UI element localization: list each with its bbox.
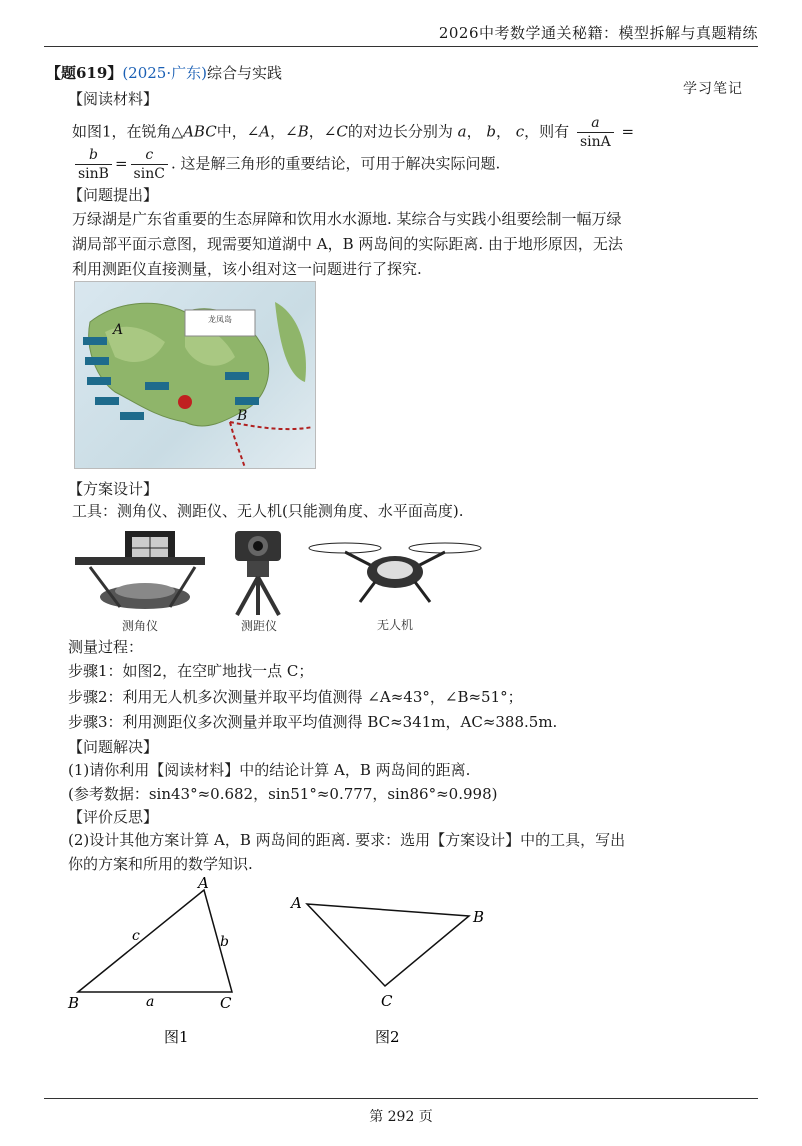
figure-1-triangle bbox=[60, 872, 250, 1052]
tool-caption-theodolite: 测角仪 bbox=[122, 619, 159, 633]
question-1: (1)请你利用【阅读材料】中的结论计算 A，B 两岛间的距离. bbox=[68, 761, 471, 779]
question-2-line-1: (2)设计其他方案计算 A，B 两岛间的距离. 要求：选用【方案设计】中的工具，写出 bbox=[68, 831, 626, 849]
section-reading: 【阅读材料】 bbox=[68, 90, 159, 108]
section-problem: 【问题提出】 bbox=[68, 186, 159, 204]
design-tools: 工具：测角仪、测距仪、无人机(只能测角度、水平面高度). bbox=[72, 502, 464, 520]
question-topic: 综合与实践 bbox=[206, 64, 282, 82]
fig2-vertex-a: A bbox=[291, 894, 302, 912]
process-step-2: 步骤2：利用无人机多次测量并取平均值测得 ∠A≈43°，∠B≈51°； bbox=[68, 688, 523, 706]
question-number: 【题619】 bbox=[46, 64, 123, 82]
fig1-vertex-c: C bbox=[220, 994, 232, 1012]
reference-data: (参考数据：sin43°≈0.682，sin51°≈0.777，sin86°≈0.998) bbox=[68, 785, 498, 803]
question-2-line-2: 你的方案和所用的数学知识. bbox=[68, 855, 253, 873]
map-island-label: 龙凤岛 bbox=[208, 315, 232, 324]
process-step-3: 步骤3：利用测距仪多次测量并取平均值测得 BC≈341m，AC≈388.5m. bbox=[68, 713, 558, 731]
footer-rule bbox=[44, 1098, 758, 1099]
fig1-vertex-a: A bbox=[198, 874, 209, 892]
running-header: 2026中考数学通关秘籍：模型拆解与真题精练 bbox=[438, 24, 758, 42]
map-point-b: B bbox=[237, 408, 248, 424]
fig1-vertex-b: B bbox=[68, 994, 80, 1012]
fraction-c-sinC: $\frac{c}{\sin C}$ bbox=[131, 146, 168, 183]
section-solve: 【问题解决】 bbox=[68, 738, 159, 756]
process-step-1: 步骤1：如图2，在空旷地找一点 C； bbox=[68, 662, 314, 680]
drone-image bbox=[305, 530, 485, 630]
fig1-caption: 图1 bbox=[164, 1028, 189, 1046]
fraction-b-sinB: $\frac{b}{\sin B}$ bbox=[75, 146, 112, 183]
section-reflect: 【评价反思】 bbox=[68, 808, 159, 826]
process-title: 测量过程： bbox=[68, 638, 144, 656]
problem-line-3: 利用测距仪直接测量，该小组对这一问题进行了探究. bbox=[72, 260, 422, 278]
fig1-side-b: b bbox=[220, 934, 229, 950]
question-heading bbox=[46, 62, 282, 83]
problem-line-1: 万绿湖是广东省重要的生态屏障和饮用水水源地. 某综合与实践小组要绘制一幅万绿 bbox=[72, 210, 622, 228]
tool-caption-rangefinder: 测距仪 bbox=[241, 619, 278, 633]
reading-line-1: 如图1，在锐角△ABC中，∠A，∠B，∠C的对边长分别为 a， b， c，则有 $\frac{a}{\sin A}$ = bbox=[72, 115, 635, 150]
fig1-side-a: a bbox=[146, 994, 155, 1010]
question-source: (2025·广东) bbox=[122, 64, 207, 82]
fig2-caption: 图2 bbox=[375, 1028, 400, 1046]
rangefinder-image bbox=[225, 527, 295, 632]
fraction-a-sinA: $\frac{a}{\sin A}$ bbox=[577, 114, 614, 151]
map-point-a: A bbox=[113, 322, 124, 338]
page-number: 第 292 页 bbox=[369, 1109, 433, 1125]
problem-line-2: 湖局部平面示意图，现需要知道湖中 A，B 两岛间的实际距离. 由于地形原因，无法 bbox=[72, 235, 623, 253]
fig1-side-c: c bbox=[132, 928, 140, 944]
side-note: 学习笔记 bbox=[683, 81, 743, 97]
theodolite-image bbox=[70, 527, 210, 632]
tool-caption-drone: 无人机 bbox=[377, 618, 414, 632]
fig2-vertex-c: C bbox=[381, 992, 393, 1010]
section-design: 【方案设计】 bbox=[68, 480, 159, 498]
header-rule bbox=[44, 46, 758, 47]
reading-line-2: $\frac{b}{\sin B}$ = $\frac{c}{\sin C}$ . 这是解三角形的重要结论，可用于解决实际问题. bbox=[72, 146, 500, 183]
fig2-vertex-b: B bbox=[473, 908, 485, 926]
lake-map-image bbox=[74, 281, 316, 469]
